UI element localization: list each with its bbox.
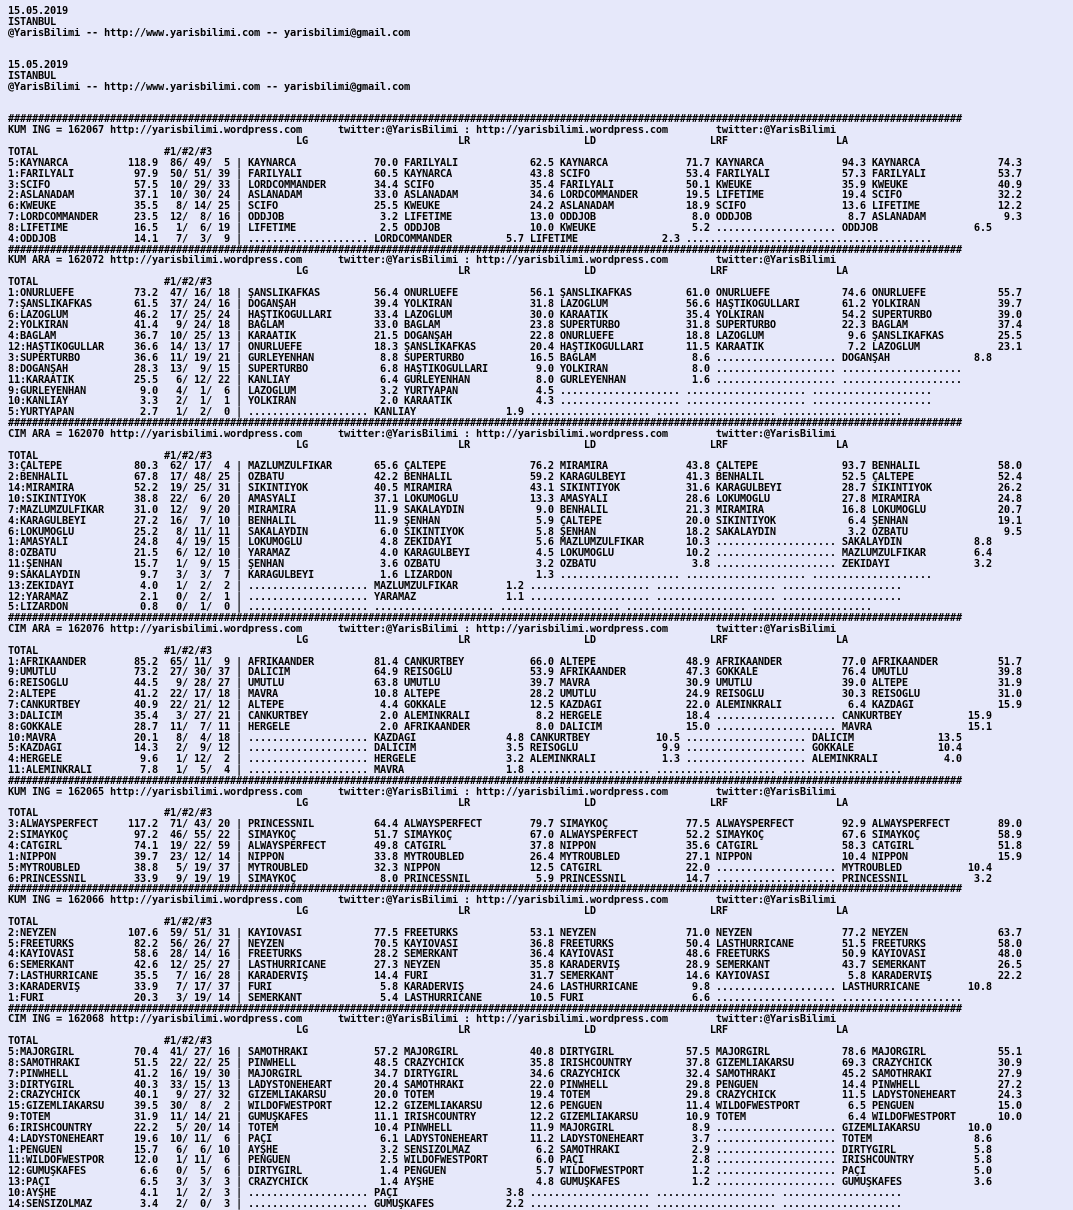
table-row: 4:KAYIOVASI 58.6 28/ 14/ 16 | FREETURKS 28.2 SEMERKANT 36.4 KAYIOVASI 48.6 FREETURKS 50.9 KAYIOVASI 48.0 xyxy=(8,949,1022,961)
table-row: 6:LOKUMOĞLU 25.2 8/ 11/ 11 | SAKALAYDIN 6.0 SIKINTIYOK 5.8 ŞENHAN 18.2 SAKALAYDIN 3.2 ÖZBATU 9.5 xyxy=(8,526,1022,538)
table-row: 5:KAYNARCA 118.9 86/ 49/ 5 | KAYNARCA 70.0 FARİLYALI 62.5 KAYNARCA 71.7 KAYNARCA 94.3 KAYNARCA 74.3 xyxy=(8,157,1022,169)
table-row: 4:LADYSTONEHEART 19.6 10/ 11/ 6 | PAÇI 6.1 LADYSTONEHEART 11.2 LADYSTONEHEART 3.7 .................... TOTEM 8.6 xyxy=(8,1133,992,1145)
table-row: 7:LASTHURRİCANE 35.5 7/ 16/ 28 | KARADERVİŞ 14.4 FURI 31.7 SEMERKANT 14.6 KAYIOVASI 5.8 KARADERVİŞ 22.2 xyxy=(8,971,1022,982)
column-header-total: TOTAL #1/#2/#3 xyxy=(8,450,212,462)
table-row: 2:ASLANADAM 37.1 10/ 30/ 24 | ASLANADAM 33.0 ASLANADAM 34.6 LORDCOMMANDER 19.5 LIFETIME 19.4 SCIFO 32.2 xyxy=(8,190,1022,202)
table-row: 1:NIPPON 39.7 23/ 12/ 14 | NIPPON 33.8 MYTROUBLED 26.4 MYTROUBLED 27.1 NIPPON 10.4 NIPPON 15.9 xyxy=(8,851,1022,863)
table-row: 7:LORDCOMMANDER 23.5 12/ 8/ 16 | ODDJOB 3.2 LIFETIME 13.0 ODDJOB 8.0 ODDJOB 8.7 ASLANADAM 9.3 xyxy=(8,212,1022,223)
table-row: 2:NEYZEN 107.6 59/ 51/ 31 | KAYIOVASI 77.5 FREETURKS 53.1 NEYZEN 71.0 NEYZEN 77.2 NEYZEN 63.7 xyxy=(8,927,1022,939)
table-row: 2:CRAZYCHICK 40.1 9/ 27/ 32 | GİZEMLİAKARSU 20.0 TOTEM 19.4 TOTEM 29.8 CRAZYCHICK 11.5 LADYSTONEHEART 24.3 xyxy=(8,1090,1022,1102)
table-row: 9:SAKALAYDIN 9.7 3/ 3/ 7 | KARAGÜLBEYİ 1.6 LİZARDON 1.3 .................... .................... .................... xyxy=(8,569,932,581)
table-row: 9:TOTEM 31.9 11/ 14/ 21 | GÜMÜŞKAFES 11.1 IRISHCOUNTRY 12.2 GİZEMLİAKARSU 10.9 TOTEM 6.4 WİLDOFWESTPORT 10.0 xyxy=(8,1112,1022,1123)
table-row: 3:ÇALTEPE 80.3 62/ 17/ 4 | MAZLUMZÜLFİKAR 65.6 ÇALTEPE 76.2 MİRAMİRA 43.8 ÇALTEPE 93.7 BENHALİL 58.0 xyxy=(8,461,1022,473)
race-title: KUM ING = 162065 http://yarisbilimi.wordpress.com twitter:@YarisBilimi : http://yarisbilimi.wordpress.com twitter:@YarisBilimi xyxy=(8,786,836,798)
header-line: ISTANBUL xyxy=(8,71,56,82)
table-row: 4:ODDJOB 14.1 7/ 3/ 9 | .................... LORDCOMMANDER 5.7 LIFETIME 2.3 .................... .................... xyxy=(8,233,932,245)
column-header-total: TOTAL #1/#2/#3 xyxy=(8,146,212,158)
table-row: 5:MYTROUBLED 38.8 5/ 19/ 37 | MYTROUBLED 32.3 NIPPON 12.5 CATGIRL 22.0 .................... MYTROUBLED 10.4 xyxy=(8,862,992,874)
table-row: 11:ŞENHAN 15.7 1/ 9/ 15 | ŞENHAN 3.6 ÖZBATU 3.2 ÖZBATU 3.8 .................... ZEKİDAYI 3.2 xyxy=(8,559,992,570)
race-title: KUM ARA = 162072 http://yarisbilimi.wordpress.com twitter:@YarisBilimi : http://yarisbilimi.wordpress.com twitter:@YarisBilimi xyxy=(8,255,836,267)
table-row: 4:BAĞLAM 36.7 10/ 25/ 13 | KARAATİK 21.5 DOĞANŞAH 22.8 ONURLUEFE 18.8 LAZOĞLUM 9.6 ŞANSLIKAFKAS 25.5 xyxy=(8,331,1022,343)
table-row: 13:PAÇI 6.5 3/ 3/ 3 | CRAZYCHICK 1.4 AYŞHE 4.8 GÜMÜŞKAFES 1.2 .................... GÜMÜŞKAFES 3.6 xyxy=(8,1177,992,1188)
table-row: 5:MAJORGIRL 70.4 41/ 27/ 16 | SAMOTHRAKI 57.2 MAJORGIRL 40.8 DIRTYGIRL 57.5 MAJORGIRL 78.6 MAJORGIRL 55.1 xyxy=(8,1047,1022,1058)
separator-line: ############################################################################################################################################################### xyxy=(8,775,962,787)
table-row: 12:HAŞTİKOĞULLAR 36.6 14/ 13/ 17 | ONURLUEFE 18.3 ŞANSLIKAFKAS 20.4 HAŞTİKOĞULLARI 11.5 KARAATİK 7.2 LAZOĞLUM 23.1 xyxy=(8,342,1022,353)
column-header-methods: LG LR LD LRF LA xyxy=(8,266,848,278)
separator-line: ############################################################################################################################################################### xyxy=(8,244,962,256)
column-header-total: TOTAL #1/#2/#3 xyxy=(8,808,212,820)
table-row: 11:ALEMİNKRALI 7.8 1/ 5/ 4 | .................... MAVRA 1.8 .................... .................... .................... xyxy=(8,765,902,776)
race-title: CIM ARA = 162070 http://yarisbilimi.wordpress.com twitter:@YarisBilimi : http://yarisbilimi.wordpress.com twitter:@YarisBilimi xyxy=(8,428,836,440)
table-row: 8:ÖZBATU 21.5 6/ 12/ 10 | YARAMAZ 4.0 KARAGÜLBEYİ 4.5 LOKUMOĞLU 10.2 .................... MAZLUMZÜLFİKAR 6.4 xyxy=(8,548,992,560)
header-line: @YarisBilimi -- http://www.yarisbilimi.com -- yarisbilimi@gmail.com xyxy=(8,81,410,93)
header-line xyxy=(8,49,1073,60)
header-line xyxy=(8,93,1073,104)
table-row: 11:KARAATİK 25.5 6/ 12/ 22 | KANLIAY 6.4 GÜRLEYENHAN 8.0 GÜRLEYENHAN 1.6 .................... .................... xyxy=(8,374,962,386)
table-row: 6:KWEUKE 35.5 8/ 14/ 25 | SCIFO 25.5 KWEUKE 24.2 ASLANADAM 18.9 SCIFO 13.6 LIFETIME 12.2 xyxy=(8,201,1022,213)
race-title: KUM ING = 162066 http://yarisbilimi.wordpress.com twitter:@YarisBilimi : http://yarisbilimi.wordpress.com twitter:@YarisBilimi xyxy=(8,895,836,907)
table-row: 3:DIRTYGIRL 40.3 33/ 15/ 13 | LADYSTONEHEART 20.4 SAMOTHRAKI 22.0 PINWHELL 29.8 PENGUEN 14.4 PINWHELL 27.2 xyxy=(8,1079,1022,1091)
table-row: 9:GÜRLEYENHAN 9.0 4/ 1/ 6 | LAZOĞLUM 3.2 YURTYAPAN 4.5 .................... .................... .................... xyxy=(8,385,932,397)
table-row: 10:AYŞHE 4.1 1/ 2/ 3 | .................... PAÇI 3.8 .................... .................... .................... xyxy=(8,1187,902,1199)
table-row: 3:DALICIM 35.4 3/ 27/ 21 | CANKURTBEY 2.0 ALEMİNKRALI 8.2 HERGELE 18.4 .................... CANKURTBEY 15.9 xyxy=(8,710,992,722)
table-row: 2:ALTEPE 41.2 22/ 17/ 18 | MAVRA 10.8 ALTEPE 28.2 UMUTLU 24.9 REİSOĞLU 30.3 REİSOĞLU 31.0 xyxy=(8,689,1022,700)
table-row: 3:SÜPERTURBO 36.6 11/ 19/ 21 | GÜRLEYENHAN 8.8 SÜPERTURBO 16.5 BAĞLAM 8.6 .................... DOĞANŞAH 8.8 xyxy=(8,353,992,364)
column-header-methods: LG LR LD LRF LA xyxy=(8,634,848,646)
table-row: 7:MAZLUMZÜLFİKAR 31.0 12/ 9/ 20 | MİRAMİRA 11.9 SAKALAYDIN 9.0 BENHALİL 21.3 MİRAMİRA 16.8 LOKUMOĞLU 20.7 xyxy=(8,504,1022,516)
separator-line: ############################################################################################################################################################### xyxy=(8,418,962,429)
header-line: 15.05.2019 xyxy=(8,60,68,72)
table-row: 7:PINWHELL 41.2 16/ 19/ 30 | MAJORGIRL 34.7 DIRTYGIRL 34.6 CRAZYCHICK 32.4 SAMOTHRAKI 45.2 SAMOTHRAKI 27.9 xyxy=(8,1068,1022,1080)
table-row: 8:GÖKKALE 28.7 11/ 7/ 11 | HERGELE 2.0 AFRİKAANDER 8.0 DALICIM 15.0 .................... MAVRA 15.1 xyxy=(8,721,992,733)
separator-line: ############################################################################################################################################################### xyxy=(8,884,962,896)
table-row: 2:SİMAYKOÇ 97.2 46/ 55/ 22 | SİMAYKOÇ 51.7 SİMAYKOÇ 67.0 ALWAYSPERFECT 52.2 SİMAYKOÇ 67.6 SİMAYKOÇ 58.9 xyxy=(8,830,1022,841)
table-row: 6:SEMERKANT 42.6 12/ 25/ 27 | LASTHURRİCANE 27.3 NEYZEN 35.8 KARADERVİŞ 28.9 SEMERKANT 43.7 SEMERKANT 26.5 xyxy=(8,960,1022,972)
table-row: 1:ONURLUEFE 73.2 47/ 16/ 18 | ŞANSLIKAFKAS 56.4 ONURLUEFE 56.1 ŞANSLIKAFKAS 61.0 ONURLUEFE 74.6 ONURLUEFE 55.7 xyxy=(8,287,1022,299)
header-line: 15.05.2019 xyxy=(8,6,68,17)
table-row: 12:YARAMAZ 2.1 0/ 2/ 1 | .................... YARAMAZ 1.1 .................... .................... .................... xyxy=(8,591,902,603)
table-row: 12:GÜMÜŞKAFES 6.6 0/ 5/ 6 | DIRTYGIRL 1.4 PENGUEN 5.7 WİLDOFWESTPORT 1.2 .................... PAÇI 5.0 xyxy=(8,1166,992,1178)
column-header-total: TOTAL #1/#2/#3 xyxy=(8,916,212,928)
table-row: 9:UMUTLU 73.2 27/ 30/ 37 | DALICIM 64.9 REİSOĞLU 53.9 AFRİKAANDER 47.3 GÖKKALE 76.4 UMUTLU 39.8 xyxy=(8,667,1022,679)
race-title: KUM ING = 162067 http://yarisbilimi.wordpress.com twitter:@YarisBilimi : http://yarisbilimi.wordpress.com twitter:@YarisBilimi xyxy=(8,125,836,137)
table-row: 5:YURTYAPAN 2.7 1/ 2/ 0 | .................... KANLIAY 1.9 .................... .................... .................... xyxy=(8,407,902,419)
table-row: 4:CATGIRL 74.1 19/ 22/ 59 | ALWAYSPERFECT 49.8 CATGIRL 37.8 NIPPON 35.6 CATGIRL 58.3 CATGIRL 51.8 xyxy=(8,840,1022,852)
table-row: 1:FURI 20.3 3/ 19/ 14 | SEMERKANT 5.4 LASTHURRİCANE 10.5 FURI 6.6 .................... .................... xyxy=(8,992,962,1004)
separator-line: ############################################################################################################################################################### xyxy=(8,1003,962,1015)
column-header-methods: LG LR LD LRF LA xyxy=(8,1025,848,1037)
table-row: 3:ALWAYSPERFECT 117.2 71/ 43/ 20 | PRINCESSNIL 64.4 ALWAYSPERFECT 79.7 SİMAYKOÇ 77.5 ALWAYSPERFECT 92.9 ALWAYSPERFECT 89.0 xyxy=(8,819,1022,831)
table-row: 4:KARAGÜLBEYİ 27.2 16/ 7/ 10 | BENHALİL 11.9 ŞENHAN 5.9 ÇALTEPE 20.0 SIKINTIYOK 6.4 ŞENHAN 19.1 xyxy=(8,515,1022,527)
table-row: 3:SCIFO 57.5 10/ 29/ 33 | LORDCOMMANDER 34.4 SCIFO 35.4 FARİLYALI 50.1 KWEUKE 35.9 KWEUKE 40.9 xyxy=(8,179,1022,191)
table-row: 6:LAZOĞLUM 46.2 17/ 25/ 24 | HAŞTİKOĞULLARI 33.4 LAZOĞLUM 30.0 KARAATİK 35.4 YOLKIRAN 54.2 SÜPERTURBO 39.0 xyxy=(8,309,1022,321)
column-header-methods: LG LR LD LRF LA xyxy=(8,136,848,147)
table-row: 10:MAVRA 20.1 8/ 4/ 18 | .................... KAZDAĞI 4.8 CANKURTBEY 10.5 .................... DALICIM 13.5 xyxy=(8,732,962,744)
table-row: 8:LIFETIME 16.5 1/ 6/ 19 | LIFETIME 2.5 ODDJOB 10.0 KWEUKE 5.2 .................... ODDJOB 6.5 xyxy=(8,222,992,234)
table-row: 1:FARİLYALI 97.9 50/ 51/ 39 | FARİLYALI 60.5 KAYNARCA 43.8 SCIFO 53.4 FARİLYALI 57.3 FARİLYALI 53.7 xyxy=(8,168,1022,180)
column-header-total: TOTAL #1/#2/#3 xyxy=(8,645,212,657)
column-header-total: TOTAL #1/#2/#3 xyxy=(8,277,212,288)
table-row: 10:KANLIAY 3.3 2/ 1/ 1 | YOLKIRAN 2.0 KARAATİK 4.3 .................... .................... .................... xyxy=(8,396,932,408)
table-row: 10:SIKINTIYOK 38.8 22/ 6/ 20 | AMASYALI 37.1 LOKUMOĞLU 13.3 AMASYALI 28.6 LOKUMOĞLU 27.8 MİRAMİRA 24.8 xyxy=(8,493,1022,505)
separator-line: ############################################################################################################################################################### xyxy=(8,114,962,126)
column-header-methods: LG LR LD LRF LA xyxy=(8,439,848,451)
table-row: 3:KARADERVİŞ 33.9 7/ 17/ 37 | FURI 5.8 KARADERVİŞ 24.6 LASTHURRİCANE 9.8 .................... LASTHURRİCANE 10.8 xyxy=(8,981,992,993)
race-title: CIM ING = 162068 http://yarisbilimi.wordpress.com twitter:@YarisBilimi : http://yarisbilimi.wordpress.com twitter:@YarisBilimi xyxy=(8,1014,836,1026)
table-row: 5:LİZARDON 0.8 0/ 1/ 0 | .................... .................... .................... .................... .................... xyxy=(8,602,872,614)
table-row: 8:DOĞANŞAH 28.3 13/ 9/ 15 | SÜPERTURBO 6.8 HAŞTİKOĞULLARI 9.0 YOLKIRAN 8.0 .................... .................... xyxy=(8,363,962,375)
table-row: 6:PRINCESSNIL 33.9 9/ 19/ 19 | SİMAYKOÇ 8.0 PRINCESSNIL 5.9 PRINCESSNIL 14.7 .................... PRINCESSNIL 3.2 xyxy=(8,873,992,885)
header-line xyxy=(8,104,1073,115)
table-row: 14:SENSİZOLMAZ 3.4 2/ 0/ 3 | .................... GÜMÜŞKAFES 2.2 .................... .................... .................... xyxy=(8,1198,902,1210)
table-row: 1:PENGUEN 15.7 6/ 6/ 10 | AYŞHE 3.2 SENSİZOLMAZ 6.2 SAMOTHRAKI 2.9 .................... DIRTYGIRL 5.8 xyxy=(8,1144,992,1156)
header-line xyxy=(8,39,1073,50)
header-line: ISTANBUL xyxy=(8,16,56,28)
race-title: CIM ARA = 162076 http://yarisbilimi.wordpress.com twitter:@YarisBilimi : http://yarisbilimi.wordpress.com twitter:@YarisBilimi xyxy=(8,624,836,635)
table-row: 4:HERGELE 9.6 1/ 12/ 2 | .................... HERGELE 3.2 ALEMİNKRALI 1.3 .................... ALEMİNKRALI 4.0 xyxy=(8,754,962,766)
table-row: 5:KAZDAĞI 14.3 2/ 9/ 12 | .................... DALICIM 3.5 REİSOĞLU 9.9 .................... GÖKKALE 10.4 xyxy=(8,743,962,755)
table-row: 6:IRISHCOUNTRY 22.2 5/ 20/ 14 | TOTEM 10.4 PINWHELL 11.9 MAJORGIRL 8.9 .................... GİZEMLİAKARSU 10.0 xyxy=(8,1122,992,1134)
column-header-methods: LG LR LD LRF LA xyxy=(8,797,848,809)
table-row: 11:WİLDOFWESTPOR 12.0 1/ 11/ 6 | PENGUEN 2.5 WİLDOFWESTPORT 6.0 PAÇI 2.8 .................... IRISHCOUNTRY 5.8 xyxy=(8,1155,992,1167)
table-row: 6:REİSOĞLU 44.5 9/ 28/ 27 | UMUTLU 63.8 UMUTLU 39.7 MAVRA 30.9 UMUTLU 39.0 ALTEPE 31.9 xyxy=(8,678,1022,690)
table-row: 15:GİZEMLİAKARSU 39.5 30/ 8/ 2 | WİLDOFWESTPORT 12.2 GİZEMLİAKARSU 12.6 PENGUEN 11.4 WİLDOFWESTPORT 6.5 PENGUEN 15.0 xyxy=(8,1101,1022,1113)
table-row: 5:FREETURKS 82.2 56/ 26/ 27 | NEYZEN 70.5 KAYIOVASI 36.8 FREETURKS 50.4 LASTHURRİCANE 51.5 FREETURKS 58.0 xyxy=(8,938,1022,950)
table-row: 2:YOLKIRAN 41.4 9/ 24/ 18 | BAĞLAM 33.0 BAĞLAM 23.8 SÜPERTURBO 31.8 SÜPERTURBO 22.3 BAĞLAM 37.4 xyxy=(8,320,1022,332)
table-row: 7:CANKURTBEY 40.9 22/ 21/ 12 | ALTEPE 4.4 GÖKKALE 12.5 KAZDAĞI 22.0 ALEMİNKRALI 6.4 KAZDAĞI 15.9 xyxy=(8,700,1022,711)
table-row: 13:ZEKİDAYI 4.0 1/ 2/ 2 | .................... MAZLUMZÜLFİKAR 1.2 .................... .................... .................... xyxy=(8,580,902,592)
column-header-total: TOTAL #1/#2/#3 xyxy=(8,1036,212,1047)
separator-line: ############################################################################################################################################################### xyxy=(8,613,962,625)
table-row: 1:AFRİKAANDER 85.2 65/ 11/ 9 | AFRİKAANDER 81.4 CANKURTBEY 66.0 ALTEPE 48.9 AFRİKAANDER 77.0 AFRİKAANDER 51.7 xyxy=(8,656,1022,668)
column-header-methods: LG LR LD LRF LA xyxy=(8,906,848,917)
table-row: 1:AMASYALI 24.8 4/ 19/ 15 | LOKUMOĞLU 4.8 ZEKİDAYI 5.6 MAZLUMZÜLFİKAR 10.3 .................... SAKALAYDIN 8.8 xyxy=(8,537,992,549)
table-row: 7:ŞANSLIKAFKAS 61.5 37/ 24/ 16 | DOĞANŞAH 39.4 YOLKIRAN 31.8 LAZOĞLUM 56.6 HAŞTİKOĞULLARI 61.2 YOLKIRAN 39.7 xyxy=(8,298,1022,310)
table-row: 2:BENHALİL 67.8 17/ 48/ 25 | ÖZBATU 42.2 BENHALİL 59.2 KARAGÜLBEYİ 41.3 BENHALİL 52.5 ÇALTEPE 52.4 xyxy=(8,472,1022,484)
table-row: 8:SAMOTHRAKI 51.5 22/ 22/ 25 | PINWHELL 48.5 CRAZYCHICK 35.8 IRISHCOUNTRY 37.8 GİZEMLİAKARSU 69.3 CRAZYCHICK 30.9 xyxy=(8,1057,1022,1069)
header-line: @YarisBilimi -- http://www.yarisbilimi.com -- yarisbilimi@gmail.com xyxy=(8,27,410,39)
table-row: 14:MİRAMİRA 52.2 19/ 25/ 31 | SIKINTIYOK 40.5 MİRAMİRA 43.1 SIKINTIYOK 31.6 KARAGÜLBEYİ 28.7 SIKINTIYOK 26.2 xyxy=(8,483,1022,494)
